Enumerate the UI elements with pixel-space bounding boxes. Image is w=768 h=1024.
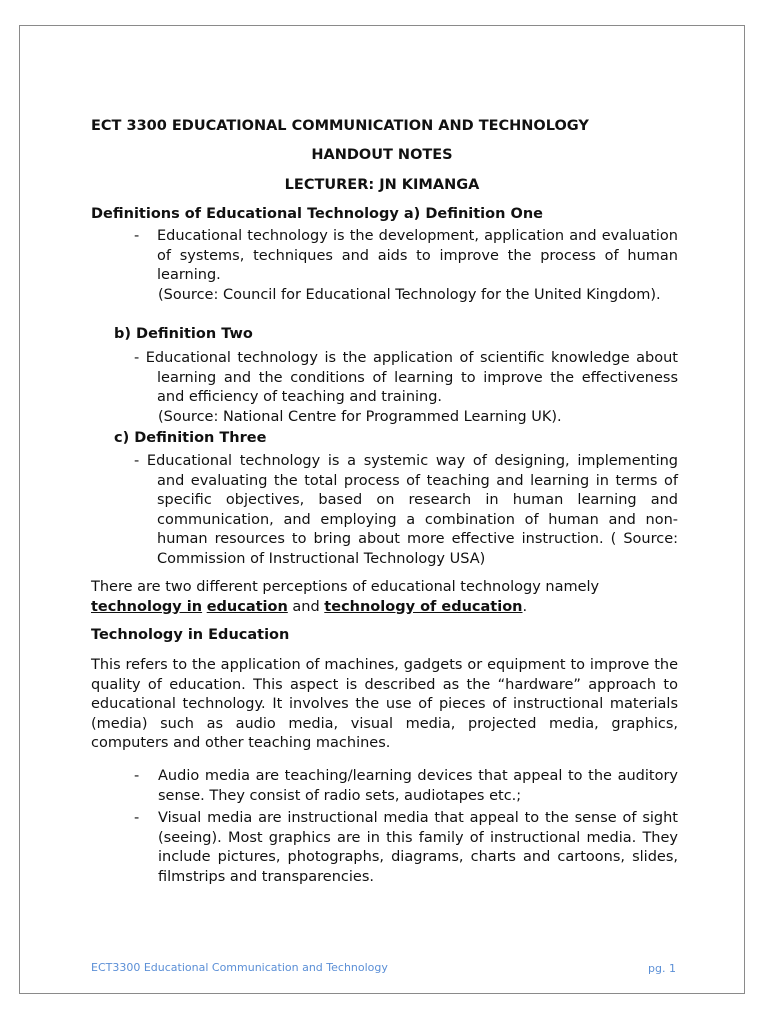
tech-in-education-heading: Technology in Education	[91, 627, 290, 643]
tech-in-education-paragraph: This refers to the application of machines, gadgets or equipment to improve the quality of education. This aspect is described as the “hardware” approach to educational technology. It involves the use of pieces of instructional materials (media) such as audio media, visual media, projected media, graphics, computers and other teaching machines.	[91, 657, 678, 751]
bullet-visual-media: Visual media are instructional media that appeal to the sense of sight (seeing). Most graphics are in this family of instructional media. They include pictures, photographs, diagrams, charts and cartoons, slides, filmstrips and transparencies.	[158, 810, 678, 885]
term-technology-in: technology in	[91, 598, 203, 615]
definitions-heading: Definitions of Educational Technology a) Definition One	[91, 206, 543, 222]
def3-text	[134, 452, 678, 569]
term-technology-of-education: technology of education	[324, 598, 523, 615]
document-page	[19, 25, 745, 994]
perceptions-period: .	[522, 598, 528, 615]
footer-page-number: pg. 1	[648, 962, 676, 975]
def1-source: (Source: Council for Educational Technology for the United Kingdom).	[158, 287, 661, 303]
def2-heading: b) Definition Two	[114, 326, 253, 342]
def2-text	[134, 349, 678, 408]
perceptions-intro: There are two different perceptions of educational technology namely	[91, 579, 600, 595]
def1-dash: -	[134, 228, 140, 244]
bullet-dash: -	[134, 768, 140, 784]
course-title: ECT 3300 EDUCATIONAL COMMUNICATION AND TECHNOLOGY	[91, 118, 589, 134]
term-education: education	[206, 598, 288, 615]
def3-text-body: - Educational technology is a systemic way of designing, implementing and evaluating the total process of teaching and learning in terms of specific objectives, based on research in human learning and communication, and employing a combination of human and non-human resources to bring about more effective instruction. ( Source: Commission of Instructional Technology USA)	[134, 453, 678, 567]
perceptions-paragraph	[91, 578, 678, 617]
footer-course-name: ECT3300 Educational Communication and Technology	[91, 961, 388, 974]
def1-text: Educational technology is the development, application and evaluation of systems, techniques and aids to improve the process of human learning.	[157, 228, 678, 283]
def3-heading: c) Definition Three	[114, 430, 267, 446]
lecturer-line: LECTURER: JN KIMANGA	[284, 177, 480, 193]
bullet-dash: -	[134, 810, 140, 826]
perceptions-and: and	[292, 598, 320, 615]
def2-text-body: - Educational technology is the application of scientific knowledge about learning and the conditions of learning to improve the effectiveness and efficiency of teaching and training.	[134, 350, 678, 405]
handout-subtitle: HANDOUT NOTES	[311, 147, 453, 163]
bullet-audio-media: Audio media are teaching/learning devices that appeal to the auditory sense. They consist of radio sets, audiotapes etc.;	[158, 768, 678, 804]
def2-source: (Source: National Centre for Programmed Learning UK).	[158, 409, 562, 425]
